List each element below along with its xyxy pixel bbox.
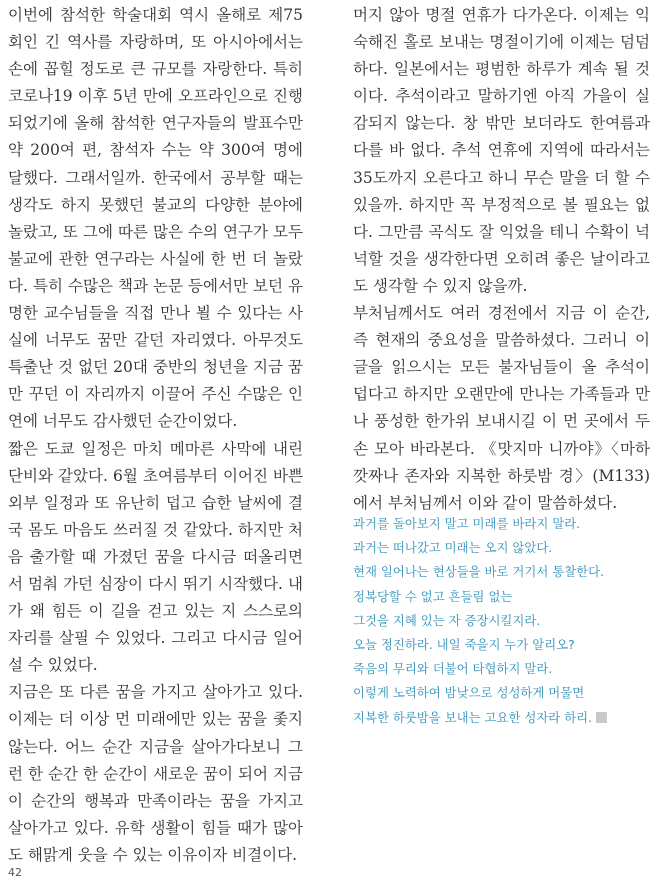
quote-line: 현재 일어나는 현상들을 바로 거기서 통찰한다. — [353, 564, 605, 580]
sutta-quote — [353, 512, 653, 730]
quote-line: 과거를 돌아보지 말고 미래를 바라지 말라. — [353, 516, 581, 531]
left-text-column — [8, 2, 303, 869]
end-mark-icon — [596, 712, 607, 723]
paragraph: 이번에 참석한 학술대회 역시 올해로 제75회인 긴 역사를 자랑하며, 또 아시아에서는 손에 꼽힐 정도로 큰 규모를 자랑한다. 특히 코로나19 이후 5년 만에 오프라인으로 진행되었기에 올해 참석한 연구자들의 발표수만 약 200여 편, 참석자 수는 약 300여 명에 달했다. 그래서일까. 한국에서 공부할 때는 생각도 하지 못했던 불교의 다양한 분야에 놀랐고, 또 그에 따른 많은 수의 연구가 모두 불교에 관한 연구라는 사실에 한 번 더 놀랐다. 특히 수많은 책과 논문 등에서만 보던 유명한 교수님들을 직접 만나 뵐 수 있다는 사실에 너무도 꿈만 같던 자리였다. 아무것도 특출난 것 없던 20대 중반의 청년을 지금 꿈만 꾸던 이 자리까지 이끌어 주신 수많은 인연에 너무도 감사했던 순간이었다. — [8, 6, 303, 431]
quote-line: 죽음의 무리와 더불어 타협하지 말라. — [353, 661, 553, 677]
paragraph: 짧은 도쿄 일정은 마치 메마른 사막에 내린 단비와 같았다. 6월 초여름부터 이어진 바쁜 외부 일정과 또 유난히 덥고 습한 날씨에 결국 몸도 마음도 쓰러질 것 같았다. 하지만 처음 출가할 때 가졌던 꿈을 다시금 떠올리면서 멈춰 가던 심장이 다시 뛰기 시작했다. 내가 왜 힘든 이 길을 걷고 있는 지 스스로의 자리를 살필 수 있었다. 그리고 다시금 일어설 수 있었다. — [8, 439, 303, 675]
paragraph: 부처님께서도 여러 경전에서 지금 이 순간, 즉 현재의 중요성을 말씀하셨다. 그러니 이 글을 읽으시는 모든 불자님들이 올 추석이 덥다고 하지만 오랜만에 만나는 가족들과 만나 풍성한 한가위 보내시길 이 먼 곳에서 두 손 모아 바라본다. 《맛지마 니까야》〈마하깟짜나 존자와 지복한 하룻밤 경〉(M133)에서 부처님께서 이와 같이 말씀하셨다. — [353, 304, 650, 512]
quote-line: 이렇게 노력하여 밤낮으로 성성하게 머물면 — [353, 685, 585, 701]
paragraph: 머지 않아 명절 연휴가 다가온다. 이제는 익숙해진 홀로 보내는 명절이기에 이제는 덤덤하다. 일본에서는 평범한 하루가 계속 될 것이다. 추석이라고 말하기엔 아직 가을이 실감되지 않는다. 창 밖만 보더라도 한여름과 다를 바 없다. 추석 연휴에 지역에 따라서는 35도까지 오른다고 하니 무슨 말을 더 할 수 있을까. 하지만 꼭 부정적으로 볼 필요는 없다. 그만큼 곡식도 잘 익었을 테니 수확이 넉넉할 것을 생각한다면 오히려 좋은 날이라고도 생각할 수 있지 않을까. — [353, 6, 650, 295]
quote-line: 오늘 정진하라. 내일 죽을지 누가 알리오? — [353, 637, 575, 653]
quote-line-text: 지복한 하룻밤을 보내는 고요한 성자라 하리. — [353, 709, 593, 725]
paragraph: 지금은 또 다른 꿈을 가지고 살아가고 있다. 이제는 더 이상 먼 미래에만 있는 꿈을 좇지 않는다. 어느 순간 지금을 살아가다보니 그런 한 순간 한 순간이 새로운 꿈이 되어 지금 이 순간의 행복과 만족이라는 꿈을 가지고 살아가고 있다. 유학 생활이 힘들 때가 많아도 해맑게 웃을 수 있는 이유이자 비결이다. — [8, 683, 303, 864]
right-text-column — [353, 2, 650, 517]
quote-line-last — [353, 706, 653, 730]
quote-line: 과거는 떠나갔고 미래는 오지 않았다. — [353, 540, 553, 556]
quote-line: 그것을 지혜 있는 자 증장시킬지라. — [353, 612, 541, 628]
quote-line: 정복당할 수 없고 흔들림 없는 — [353, 588, 513, 604]
page-number: 42 — [8, 866, 22, 879]
